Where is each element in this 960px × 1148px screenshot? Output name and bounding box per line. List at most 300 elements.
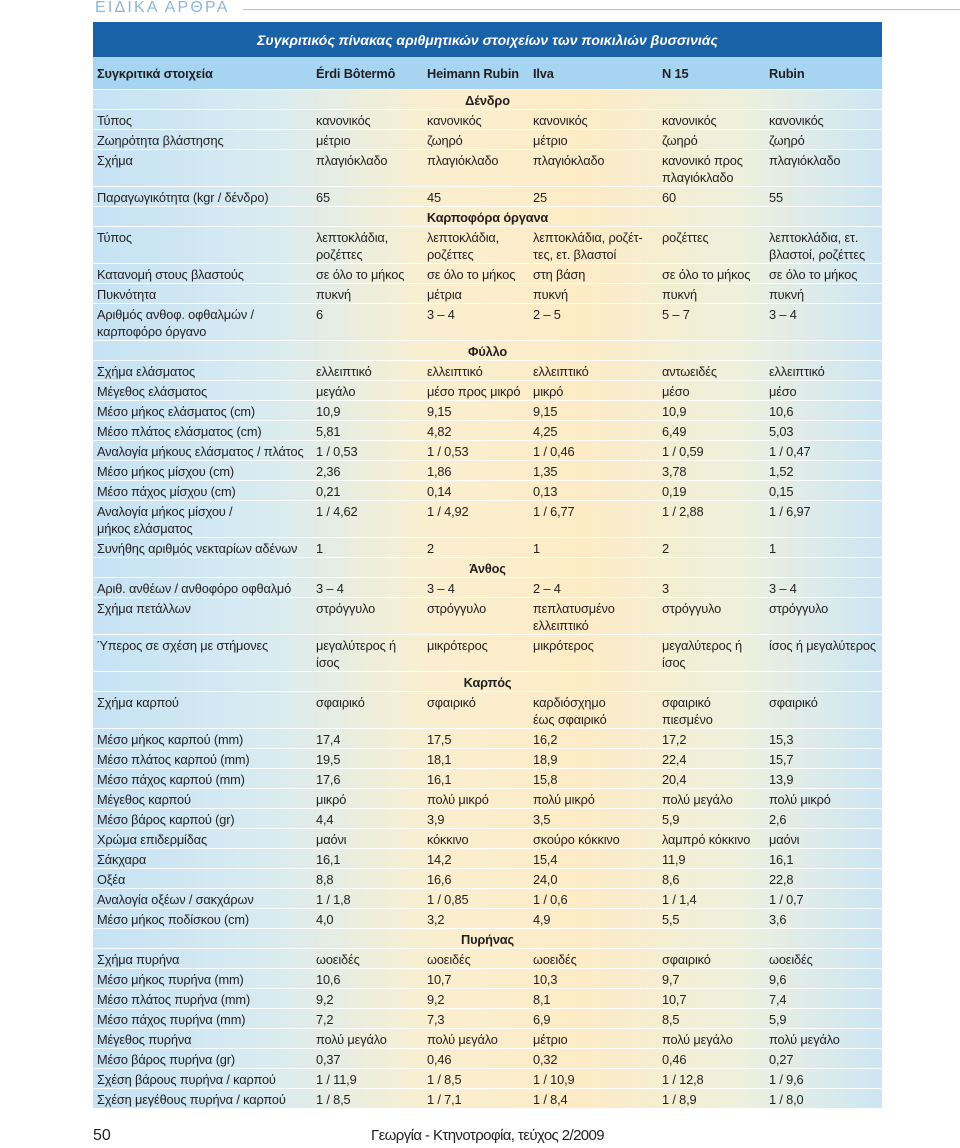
value-rubin: πολύ μεγάλο <box>765 1029 882 1049</box>
row-label: Τύπος <box>93 110 312 130</box>
value-rubin: 1 / 0,47 <box>765 441 882 461</box>
value-ilva: κανονικός <box>529 110 658 130</box>
value-ilva: πολύ μικρό <box>529 789 658 809</box>
value-rubin: σφαιρικό <box>765 692 882 729</box>
value-ilva: 6,9 <box>529 1009 658 1029</box>
value-rubin: 16,1 <box>765 849 882 869</box>
row-label: Μέσο μήκος μίσχου (cm) <box>93 461 312 481</box>
page-number: 50 <box>93 1127 111 1144</box>
table-title-row <box>93 22 882 57</box>
table-row <box>93 130 882 150</box>
value-n-15: 0,46 <box>658 1049 765 1069</box>
row-label: Αναλογία οξέων / σακχάρων <box>93 889 312 909</box>
value-erdi-botermo: 1 / 4,62 <box>312 501 423 538</box>
value-n-15: σε όλο το μήκος <box>658 264 765 284</box>
value-erdi-botermo: 1 / 0,53 <box>312 441 423 461</box>
row-label: Μέσο μήκος ελάσματος (cm) <box>93 401 312 421</box>
value-ilva: μέτριο <box>529 1029 658 1049</box>
table-row <box>93 1089 882 1109</box>
value-erdi-botermo: 1 / 8,5 <box>312 1089 423 1109</box>
value-erdi-botermo: 10,9 <box>312 401 423 421</box>
value-erdi-botermo: 3 – 4 <box>312 578 423 598</box>
value-erdi-botermo: 9,2 <box>312 989 423 1009</box>
value-rubin: ωοειδές <box>765 949 882 969</box>
value-ilva: 1 / 6,77 <box>529 501 658 538</box>
value-n-15: κανονικό προς πλαγιόκλαδο <box>658 150 765 187</box>
value-ilva: 0,32 <box>529 1049 658 1069</box>
row-label: Μέσο πλάτος καρπού (mm) <box>93 749 312 769</box>
value-erdi-botermo: 6 <box>312 304 423 341</box>
value-ilva: 15,8 <box>529 769 658 789</box>
value-ilva: 9,15 <box>529 401 658 421</box>
value-erdi-botermo: 2,36 <box>312 461 423 481</box>
row-label: Μέγεθος καρπού <box>93 789 312 809</box>
value-heimann-rubin: 1 / 7,1 <box>423 1089 529 1109</box>
value-ilva: μέτριο <box>529 130 658 150</box>
value-heimann-rubin: 10,7 <box>423 969 529 989</box>
value-rubin: 22,8 <box>765 869 882 889</box>
value-erdi-botermo: 19,5 <box>312 749 423 769</box>
table-row <box>93 421 882 441</box>
row-label: Τύπος <box>93 227 312 264</box>
value-n-15: στρόγγυλο <box>658 598 765 635</box>
value-heimann-rubin: μικρότερος <box>423 635 529 672</box>
value-n-15: 5,9 <box>658 809 765 829</box>
table-row <box>93 598 882 635</box>
value-heimann-rubin: 16,6 <box>423 869 529 889</box>
value-heimann-rubin: 2 <box>423 538 529 558</box>
row-label: Μέσο πλάτος ελάσματος (cm) <box>93 421 312 441</box>
row-label: Μέσο πάχος πυρήνα (mm) <box>93 1009 312 1029</box>
value-n-15: λαμπρό κόκκινο <box>658 829 765 849</box>
row-label: Μέγεθος ελάσματος <box>93 381 312 401</box>
table-row <box>93 401 882 421</box>
row-label: Κατανομή στους βλαστούς <box>93 264 312 284</box>
table-row <box>93 578 882 598</box>
value-n-15: 6,49 <box>658 421 765 441</box>
row-label: Σχήμα πυρήνα <box>93 949 312 969</box>
comparison-table <box>93 22 882 1109</box>
value-n-15: 1 / 1,4 <box>658 889 765 909</box>
row-label: Σάκχαρα <box>93 849 312 869</box>
value-rubin: μέσο <box>765 381 882 401</box>
value-ilva: 1 / 0,6 <box>529 889 658 909</box>
section-header: Δένδρο <box>93 90 882 110</box>
value-ilva: σκούρο κόκκινο <box>529 829 658 849</box>
value-rubin: πλαγιόκλαδο <box>765 150 882 187</box>
value-rubin: 0,27 <box>765 1049 882 1069</box>
section-header: Πυρήνας <box>93 929 882 949</box>
value-rubin: πυκνή <box>765 284 882 304</box>
table-row <box>93 809 882 829</box>
value-erdi-botermo: μεγάλο <box>312 381 423 401</box>
value-n-15: σφαιρικό <box>658 949 765 969</box>
value-n-15: ζωηρό <box>658 130 765 150</box>
value-rubin: ζωηρό <box>765 130 882 150</box>
value-n-15: 0,19 <box>658 481 765 501</box>
value-n-15: μέσο <box>658 381 765 401</box>
value-ilva: μικρότερος <box>529 635 658 672</box>
table-row <box>93 264 882 284</box>
value-ilva: 3,5 <box>529 809 658 829</box>
value-ilva: 24,0 <box>529 869 658 889</box>
value-heimann-rubin: μέσο προς μικρό <box>423 381 529 401</box>
value-erdi-botermo: πολύ μεγάλο <box>312 1029 423 1049</box>
value-erdi-botermo: 1 / 11,9 <box>312 1069 423 1089</box>
row-label: Μέσο μήκος ποδίσκου (cm) <box>93 909 312 929</box>
value-ilva: 10,3 <box>529 969 658 989</box>
section-header: Άνθος <box>93 558 882 578</box>
value-rubin: 10,6 <box>765 401 882 421</box>
value-n-15: 1 / 12,8 <box>658 1069 765 1089</box>
value-erdi-botermo: μικρό <box>312 789 423 809</box>
value-heimann-rubin: 1 / 0,85 <box>423 889 529 909</box>
row-label: Μέσο μήκος καρπού (mm) <box>93 729 312 749</box>
value-heimann-rubin: στρόγγυλο <box>423 598 529 635</box>
value-erdi-botermo: 10,6 <box>312 969 423 989</box>
table-row <box>93 481 882 501</box>
table-row <box>93 381 882 401</box>
header-rule <box>243 9 960 10</box>
value-erdi-botermo: σε όλο το μήκος <box>312 264 423 284</box>
value-ilva: πυκνή <box>529 284 658 304</box>
value-erdi-botermo: σφαιρικό <box>312 692 423 729</box>
section-row <box>93 207 882 227</box>
value-rubin: 1 / 8,0 <box>765 1089 882 1109</box>
page-section-label: ΕΙΔΙΚΑ ΑΡΘΡΑ <box>95 0 230 16</box>
table-row <box>93 361 882 381</box>
column-header-erdi-botermo: Érdi Bôtermô <box>312 57 423 90</box>
value-erdi-botermo: 4,4 <box>312 809 423 829</box>
value-heimann-rubin: πολύ μεγάλο <box>423 1029 529 1049</box>
table-row <box>93 304 882 341</box>
section-row <box>93 929 882 949</box>
value-rubin: ίσος ή μεγαλύτερος <box>765 635 882 672</box>
value-rubin: 15,7 <box>765 749 882 769</box>
value-rubin: 3,6 <box>765 909 882 929</box>
table-row <box>93 284 882 304</box>
value-erdi-botermo: μέτριο <box>312 130 423 150</box>
value-heimann-rubin: 9,15 <box>423 401 529 421</box>
value-n-15: αντωειδές <box>658 361 765 381</box>
value-heimann-rubin: 1,86 <box>423 461 529 481</box>
value-ilva: 15,4 <box>529 849 658 869</box>
value-n-15: 3 <box>658 578 765 598</box>
value-rubin: 3 – 4 <box>765 578 882 598</box>
value-ilva: 1 / 8,4 <box>529 1089 658 1109</box>
value-heimann-rubin: λεπτοκλάδια, ροζέττες <box>423 227 529 264</box>
row-label: Μέσο βάρος πυρήνα (gr) <box>93 1049 312 1069</box>
section-row <box>93 90 882 110</box>
row-label: Οξέα <box>93 869 312 889</box>
value-ilva: 25 <box>529 187 658 207</box>
value-rubin: 55 <box>765 187 882 207</box>
value-n-15: 10,7 <box>658 989 765 1009</box>
value-erdi-botermo: 65 <box>312 187 423 207</box>
value-rubin: σε όλο το μήκος <box>765 264 882 284</box>
column-header-rubin: Rubin <box>765 57 882 90</box>
value-ilva: 2 – 5 <box>529 304 658 341</box>
value-rubin: λεπτοκλάδια, ετ. βλαστοί, ροζέττες <box>765 227 882 264</box>
value-heimann-rubin: σφαιρικό <box>423 692 529 729</box>
table-row <box>93 789 882 809</box>
row-label: Μέσο βάρος καρπού (gr) <box>93 809 312 829</box>
row-label: Ζωηρότητα βλάστησης <box>93 130 312 150</box>
value-rubin: 5,9 <box>765 1009 882 1029</box>
value-erdi-botermo: 17,4 <box>312 729 423 749</box>
table-row <box>93 849 882 869</box>
value-n-15: 1 / 0,59 <box>658 441 765 461</box>
row-label: Σχήμα καρπού <box>93 692 312 729</box>
value-erdi-botermo: 17,6 <box>312 769 423 789</box>
section-header: Καρποφόρα όργανα <box>93 207 882 227</box>
value-ilva: 1 / 10,9 <box>529 1069 658 1089</box>
value-rubin: 2,6 <box>765 809 882 829</box>
table-row <box>93 538 882 558</box>
value-n-15: 9,7 <box>658 969 765 989</box>
value-ilva: 2 – 4 <box>529 578 658 598</box>
value-rubin: 0,15 <box>765 481 882 501</box>
value-heimann-rubin: 16,1 <box>423 769 529 789</box>
value-heimann-rubin: 3,2 <box>423 909 529 929</box>
value-n-15: 22,4 <box>658 749 765 769</box>
column-header-ilva: Ilva <box>529 57 658 90</box>
table-row <box>93 501 882 538</box>
value-erdi-botermo: στρόγγυλο <box>312 598 423 635</box>
column-header-row <box>93 57 882 90</box>
row-label: Σχέση μεγέθους πυρήνα / καρπού <box>93 1089 312 1109</box>
value-rubin: 1 <box>765 538 882 558</box>
value-heimann-rubin: 3 – 4 <box>423 578 529 598</box>
value-heimann-rubin: πολύ μικρό <box>423 789 529 809</box>
table-row <box>93 889 882 909</box>
value-heimann-rubin: πλαγιόκλαδο <box>423 150 529 187</box>
table-row <box>93 729 882 749</box>
value-n-15: πολύ μεγάλο <box>658 1029 765 1049</box>
value-erdi-botermo: ωοειδές <box>312 949 423 969</box>
value-heimann-rubin: 3 – 4 <box>423 304 529 341</box>
row-label: Σχήμα πετάλλων <box>93 598 312 635</box>
row-label: Αναλογία μήκους ελάσματος / πλάτος <box>93 441 312 461</box>
row-label: Σχέση βάρους πυρήνα / καρπού <box>93 1069 312 1089</box>
value-heimann-rubin: κόκκινο <box>423 829 529 849</box>
value-heimann-rubin: μέτρια <box>423 284 529 304</box>
value-n-15: 1 / 2,88 <box>658 501 765 538</box>
value-erdi-botermo: κανονικός <box>312 110 423 130</box>
table-body <box>93 90 882 1109</box>
table-row <box>93 441 882 461</box>
value-heimann-rubin: 1 / 4,92 <box>423 501 529 538</box>
section-header: Καρπός <box>93 672 882 692</box>
value-heimann-rubin: 0,46 <box>423 1049 529 1069</box>
column-header-criteria: Συγκριτικά στοιχεία <box>93 57 312 90</box>
value-erdi-botermo: ελλειπτικό <box>312 361 423 381</box>
table-row <box>93 1069 882 1089</box>
value-ilva: λεπτοκλάδια, ροζέτ- τες, ετ. βλαστοί <box>529 227 658 264</box>
value-ilva: 1 / 0,46 <box>529 441 658 461</box>
value-erdi-botermo: 16,1 <box>312 849 423 869</box>
section-row <box>93 672 882 692</box>
row-label: Χρώμα επιδερμίδας <box>93 829 312 849</box>
value-heimann-rubin: 3,9 <box>423 809 529 829</box>
value-rubin: 3 – 4 <box>765 304 882 341</box>
value-n-15: 10,9 <box>658 401 765 421</box>
section-row <box>93 558 882 578</box>
value-heimann-rubin: 18,1 <box>423 749 529 769</box>
value-n-15: 2 <box>658 538 765 558</box>
value-n-15: 11,9 <box>658 849 765 869</box>
value-ilva: 0,13 <box>529 481 658 501</box>
row-label: Μέσο μήκος πυρήνα (mm) <box>93 969 312 989</box>
value-erdi-botermo: 7,2 <box>312 1009 423 1029</box>
table-row <box>93 110 882 130</box>
value-ilva: 1 <box>529 538 658 558</box>
value-heimann-rubin: 7,3 <box>423 1009 529 1029</box>
value-rubin: πολύ μικρό <box>765 789 882 809</box>
value-n-15: 8,5 <box>658 1009 765 1029</box>
value-heimann-rubin: 9,2 <box>423 989 529 1009</box>
value-n-15: 8,6 <box>658 869 765 889</box>
table-row <box>93 969 882 989</box>
table-row <box>93 1049 882 1069</box>
value-rubin: 1 / 0,7 <box>765 889 882 909</box>
value-ilva: ελλειπτικό <box>529 361 658 381</box>
value-ilva: πλαγιόκλαδο <box>529 150 658 187</box>
column-header-heimann-rubin: Heimann Rubin <box>423 57 529 90</box>
value-n-15: σφαιρικό πιεσμένο <box>658 692 765 729</box>
table-row <box>93 227 882 264</box>
value-n-15: μεγαλύτερος ή ίσος <box>658 635 765 672</box>
row-label: Ύπερος σε σχέση με στήμονες <box>93 635 312 672</box>
value-erdi-botermo: 4,0 <box>312 909 423 929</box>
value-n-15: 17,2 <box>658 729 765 749</box>
value-ilva: στη βάση <box>529 264 658 284</box>
value-heimann-rubin: 4,82 <box>423 421 529 441</box>
value-ilva: 8,1 <box>529 989 658 1009</box>
value-erdi-botermo: 0,37 <box>312 1049 423 1069</box>
row-label: Σχήμα <box>93 150 312 187</box>
value-ilva: 4,25 <box>529 421 658 441</box>
row-label: Μέσο πάχος καρπού (mm) <box>93 769 312 789</box>
value-erdi-botermo: μαόνι <box>312 829 423 849</box>
value-rubin: 13,9 <box>765 769 882 789</box>
value-erdi-botermo: 1 / 1,8 <box>312 889 423 909</box>
section-row <box>93 341 882 361</box>
value-erdi-botermo: πυκνή <box>312 284 423 304</box>
value-heimann-rubin: 0,14 <box>423 481 529 501</box>
row-label: Αναλογία μήκος μίσχου / μήκος ελάσματος <box>93 501 312 538</box>
value-n-15: ροζέττες <box>658 227 765 264</box>
value-rubin: 9,6 <box>765 969 882 989</box>
table-row <box>93 769 882 789</box>
value-rubin: 5,03 <box>765 421 882 441</box>
table-row <box>93 749 882 769</box>
table-row <box>93 869 882 889</box>
value-rubin: μαόνι <box>765 829 882 849</box>
publication-title: Γεωργία - Κτηνοτροφία, τεύχος 2/2009 <box>370 1127 605 1144</box>
value-heimann-rubin: 14,2 <box>423 849 529 869</box>
value-heimann-rubin: 17,5 <box>423 729 529 749</box>
value-n-15: 3,78 <box>658 461 765 481</box>
table-row <box>93 1009 882 1029</box>
value-heimann-rubin: κανονικός <box>423 110 529 130</box>
value-n-15: 5,5 <box>658 909 765 929</box>
value-erdi-botermo: 5,81 <box>312 421 423 441</box>
table-row <box>93 635 882 672</box>
value-heimann-rubin: ελλειπτικό <box>423 361 529 381</box>
table-row <box>93 692 882 729</box>
row-label: Αριθμός ανθοφ. οφθαλμών / καρποφόρο όργανο <box>93 304 312 341</box>
value-ilva: 4,9 <box>529 909 658 929</box>
value-rubin: 15,3 <box>765 729 882 749</box>
value-erdi-botermo: 0,21 <box>312 481 423 501</box>
row-label: Σχήμα ελάσματος <box>93 361 312 381</box>
value-rubin: στρόγγυλο <box>765 598 882 635</box>
table-row <box>93 949 882 969</box>
value-erdi-botermo: μεγαλύτερος ή ίσος <box>312 635 423 672</box>
value-n-15: 60 <box>658 187 765 207</box>
value-heimann-rubin: 45 <box>423 187 529 207</box>
value-heimann-rubin: 1 / 0,53 <box>423 441 529 461</box>
value-n-15: 20,4 <box>658 769 765 789</box>
value-n-15: πυκνή <box>658 284 765 304</box>
value-erdi-botermo: λεπτοκλάδια, ροζέττες <box>312 227 423 264</box>
value-heimann-rubin: 1 / 8,5 <box>423 1069 529 1089</box>
row-label: Πυκνότητα <box>93 284 312 304</box>
value-rubin: 1 / 9,6 <box>765 1069 882 1089</box>
value-heimann-rubin: ωοειδές <box>423 949 529 969</box>
table-row <box>93 829 882 849</box>
value-n-15: κανονικός <box>658 110 765 130</box>
value-erdi-botermo: 8,8 <box>312 869 423 889</box>
table-row <box>93 150 882 187</box>
value-heimann-rubin: σε όλο το μήκος <box>423 264 529 284</box>
row-label: Μέσο πλάτος πυρήνα (mm) <box>93 989 312 1009</box>
table-row <box>93 909 882 929</box>
value-rubin: κανονικός <box>765 110 882 130</box>
value-ilva: ωοειδές <box>529 949 658 969</box>
value-ilva: πεπλατυσμένο ελλειπτικό <box>529 598 658 635</box>
row-label: Αριθ. ανθέων / ανθοφόρο οφθαλμό <box>93 578 312 598</box>
value-ilva: 1,35 <box>529 461 658 481</box>
value-ilva: 18,9 <box>529 749 658 769</box>
section-header: Φύλλο <box>93 341 882 361</box>
value-heimann-rubin: ζωηρό <box>423 130 529 150</box>
value-ilva: καρδιόσχημο έως σφαιρικό <box>529 692 658 729</box>
table-row <box>93 1029 882 1049</box>
value-rubin: 7,4 <box>765 989 882 1009</box>
row-label: Παραγωγικότητα (kgr / δένδρο) <box>93 187 312 207</box>
table-title: Συγκριτικός πίνακας αριθμητικών στοιχείων των ποικιλιών βυσσινιάς <box>93 22 882 57</box>
value-erdi-botermo: 1 <box>312 538 423 558</box>
column-header-n-15: N 15 <box>658 57 765 90</box>
value-n-15: πολύ μεγάλο <box>658 789 765 809</box>
row-label: Μέσο πάχος μίσχου (cm) <box>93 481 312 501</box>
table-row <box>93 989 882 1009</box>
value-n-15: 5 – 7 <box>658 304 765 341</box>
row-label: Μέγεθος πυρήνα <box>93 1029 312 1049</box>
value-ilva: μικρό <box>529 381 658 401</box>
value-erdi-botermo: πλαγιόκλαδο <box>312 150 423 187</box>
value-rubin: 1,52 <box>765 461 882 481</box>
value-ilva: 16,2 <box>529 729 658 749</box>
value-rubin: 1 / 6,97 <box>765 501 882 538</box>
value-n-15: 1 / 8,9 <box>658 1089 765 1109</box>
table-row <box>93 187 882 207</box>
value-rubin: ελλειπτικό <box>765 361 882 381</box>
row-label: Συνήθης αριθμός νεκταρίων αδένων <box>93 538 312 558</box>
table-row <box>93 461 882 481</box>
